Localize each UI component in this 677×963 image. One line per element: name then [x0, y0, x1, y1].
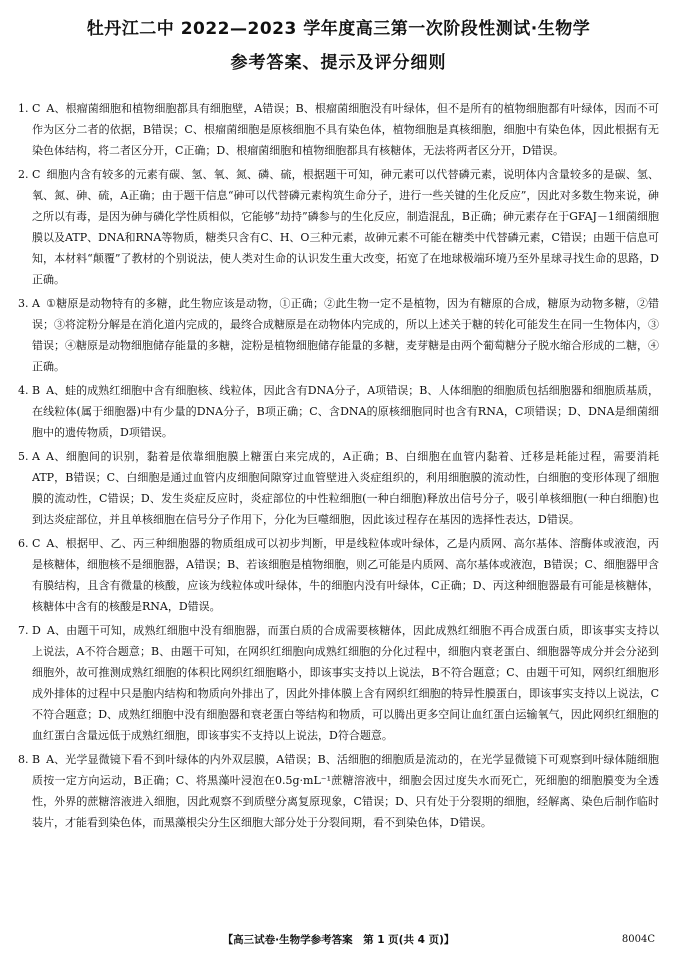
document-code: 8004C — [621, 934, 655, 945]
answer-item-8 — [18, 749, 659, 833]
answer-explanation: A、细胞间的识别，黏着是依靠细胞膜上糖蛋白来完成的，A正确；B、白细胞在血管内黏着、迁移是耗能过程，需要消耗ATP，B错误；C、白细胞是通过血管内皮细胞间隙穿过血管壁进入炎症组织的，利用细胞膜的流动性，白细胞的变形体现了细胞膜的流动性，C错误；D、发生炎症反应时，炎症部位的中性粒细胞(一种白细胞)释放出信号分子，吸引单核细胞(一种白细胞)也到达炎症部位，并且单核细胞在信号分子作用下，分化为巨噬细胞，因此该过程存在基因的选择性表达，D错误。 — [32, 450, 659, 526]
question-number: 6. — [18, 537, 29, 550]
answer-letter: A — [32, 297, 40, 310]
answer-item-1 — [18, 98, 659, 161]
answer-explanation: A、根瘤菌细胞和植物细胞都具有细胞壁，A错误；B、根瘤菌细胞没有叶绿体，但不是所有的植物细胞都有叶绿体，因而不可作为区分二者的依据，B错误；C、根瘤菌细胞是原核细胞不具有染色体，植物细胞是真核细胞，细胞中有染色体，因此根据有无染色体结构，将二者区分开，C正确；D、根瘤菌细胞和植物细胞都具有核糖体，无法将两者区分开，D错误。 — [32, 102, 659, 157]
document-title: 牡丹江二中 2022—2023 学年度高三第一次阶段性测试·生物学 — [86, 19, 591, 39]
document-subtitle: 参考答案、提示及评分细则 — [230, 53, 447, 73]
question-number: 7. — [18, 624, 29, 637]
answer-letter: C — [32, 102, 41, 115]
question-number: 3. — [18, 297, 29, 310]
answer-item-5 — [18, 446, 659, 530]
answer-explanation: A、光学显微镜下看不到叶绿体的内外双层膜，A错误；B、活细胞的细胞质是流动的，在光学显微镜下可观察到叶绿体随细胞质按一定方向运动，B正确；C、将黑藻叶浸泡在0.5g·mL⁻¹蔗糖溶液中，细胞会因过度失水而死亡，死细胞的细胞膜变为全透性，外界的蔗糖溶液进入细胞，因此观察不到质壁分离复原现象，C错误；D、只有处于分裂期的细胞，经解离、染色后制作临时装片，才能看到染色体，而黑藻根尖分生区细胞大部分处于分裂间期，看不到染色体，D错误。 — [32, 753, 659, 829]
page-footer: 【高三试卷·生物学参考答案 第 1 页(共 4 页)】 — [222, 934, 455, 946]
question-number: 2. — [18, 168, 29, 181]
answer-letter: B — [32, 753, 41, 766]
answer-list — [18, 98, 659, 836]
answer-explanation: 细胞内含有较多的元素有碳、氢、氧、氮、磷、硫，根据题干可知，砷元素可以代替磷元素，说明体内含量较多的是碳、氢、氧、氮、砷、硫，A正确；由于题干信息“砷可以代替磷元素构筑生命分子，进行一些关键的生化反应”，因此对多数生物来说，砷之所以有毒，是因为砷与磷化学性质相似，它能够“劫持”磷参与的生化反应，制造混乱，B正确；砷元素存在于GFAJ－1细菌细胞膜以及ATP、DNA和RNA等物质，糖类只含有C、H、O三种元素，故砷元素不可能在糖类中代替磷元素，C错误；由题干信息可知，本材料“颠覆”了教材的个别说法，使人类对生命的认识发生重大改变，拓宽了在地球极端环境乃至外星球寻找生命的思路，D正确。 — [32, 168, 659, 286]
question-number: 5. — [18, 450, 29, 463]
answer-item-7 — [18, 620, 659, 746]
answer-letter: C — [32, 537, 41, 550]
answer-explanation: A、蛙的成熟红细胞中含有细胞核、线粒体，因此含有DNA分子，A项错误；B、人体细胞的细胞质包括细胞器和细胞质基质，在线粒体(属于细胞器)中有少量的DNA分子，B项正确；C、含DNA的原核细胞同时也含有RNA，C项错误；D、DNA是细菌细胞中的遗传物质，D项错误。 — [32, 384, 659, 439]
answer-explanation: A、根据甲、乙、丙三种细胞器的物质组成可以初步判断，甲是线粒体或叶绿体，乙是内质网、高尔基体、溶酶体或液泡，丙是核糖体，细胞核不是细胞器，A错误；B、若该细胞是植物细胞，则乙可能是内质网、高尔基体或液泡，B错误；C、细胞器甲含有膜结构，且含有微量的核酸，应该为线粒体或叶绿体，牛的细胞内没有叶绿体，C正确；D、丙这种细胞器最有可能是核糖体，核糖体中含有的核酸是RNA，D错误。 — [32, 537, 659, 613]
answer-letter: B — [32, 384, 41, 397]
answer-explanation: A、由题干可知，成熟红细胞中没有细胞器，而蛋白质的合成需要核糖体，因此成熟红细胞不再合成蛋白质，即该事实支持以上说法，A不符合题意；B、由题干可知，在网织红细胞向成熟红细胞的分化过程中，细胞内衰老蛋白、细胞器等成分并会分泌到细胞外，故可推测成熟红细胞的体积比网织红细胞略小，即该事实支持以上说法，B不符合题意；C、由题干可知，网织红细胞形成外排体的过程中只是胞内结构和物质向外排出了，因此外排体膜上含有网织红细胞的特异性膜蛋白，即该事实支持以上说法，C不符合题意；D、成熟红细胞中没有细胞器和衰老蛋白等结构和物质，可以腾出更多空间让血红蛋白运输氧气，因此网织红细胞的血红蛋白含量远低于成熟红细胞，即该事实不支持以上说法，D符合题意。 — [32, 624, 659, 742]
question-number: 4. — [18, 384, 29, 397]
answer-letter: C — [32, 168, 41, 181]
answer-item-4 — [18, 380, 659, 443]
answer-explanation: ①糖原是动物特有的多糖，此生物应该是动物，①正确；②此生物一定不是植物，因为有糖原的合成，糖原为动物多糖，②错误；③将淀粉分解是在消化道内完成的，最终合成糖原是在动物体内完成的，所以上述关于糖的转化可能发生在同一生物体内，③错误；④糖原是动物细胞储存能量的多糖，淀粉是植物细胞储存能量的多糖，麦芽糖是由两个葡萄糖分子脱水缩合形成的二糖，④正确。 — [32, 297, 659, 373]
answer-item-3 — [18, 293, 659, 377]
answer-letter: D — [32, 624, 41, 637]
answer-letter: A — [32, 450, 40, 463]
answer-item-2 — [18, 164, 659, 290]
question-number: 1. — [18, 102, 29, 115]
question-number: 8. — [18, 753, 29, 766]
answer-item-6 — [18, 533, 659, 617]
